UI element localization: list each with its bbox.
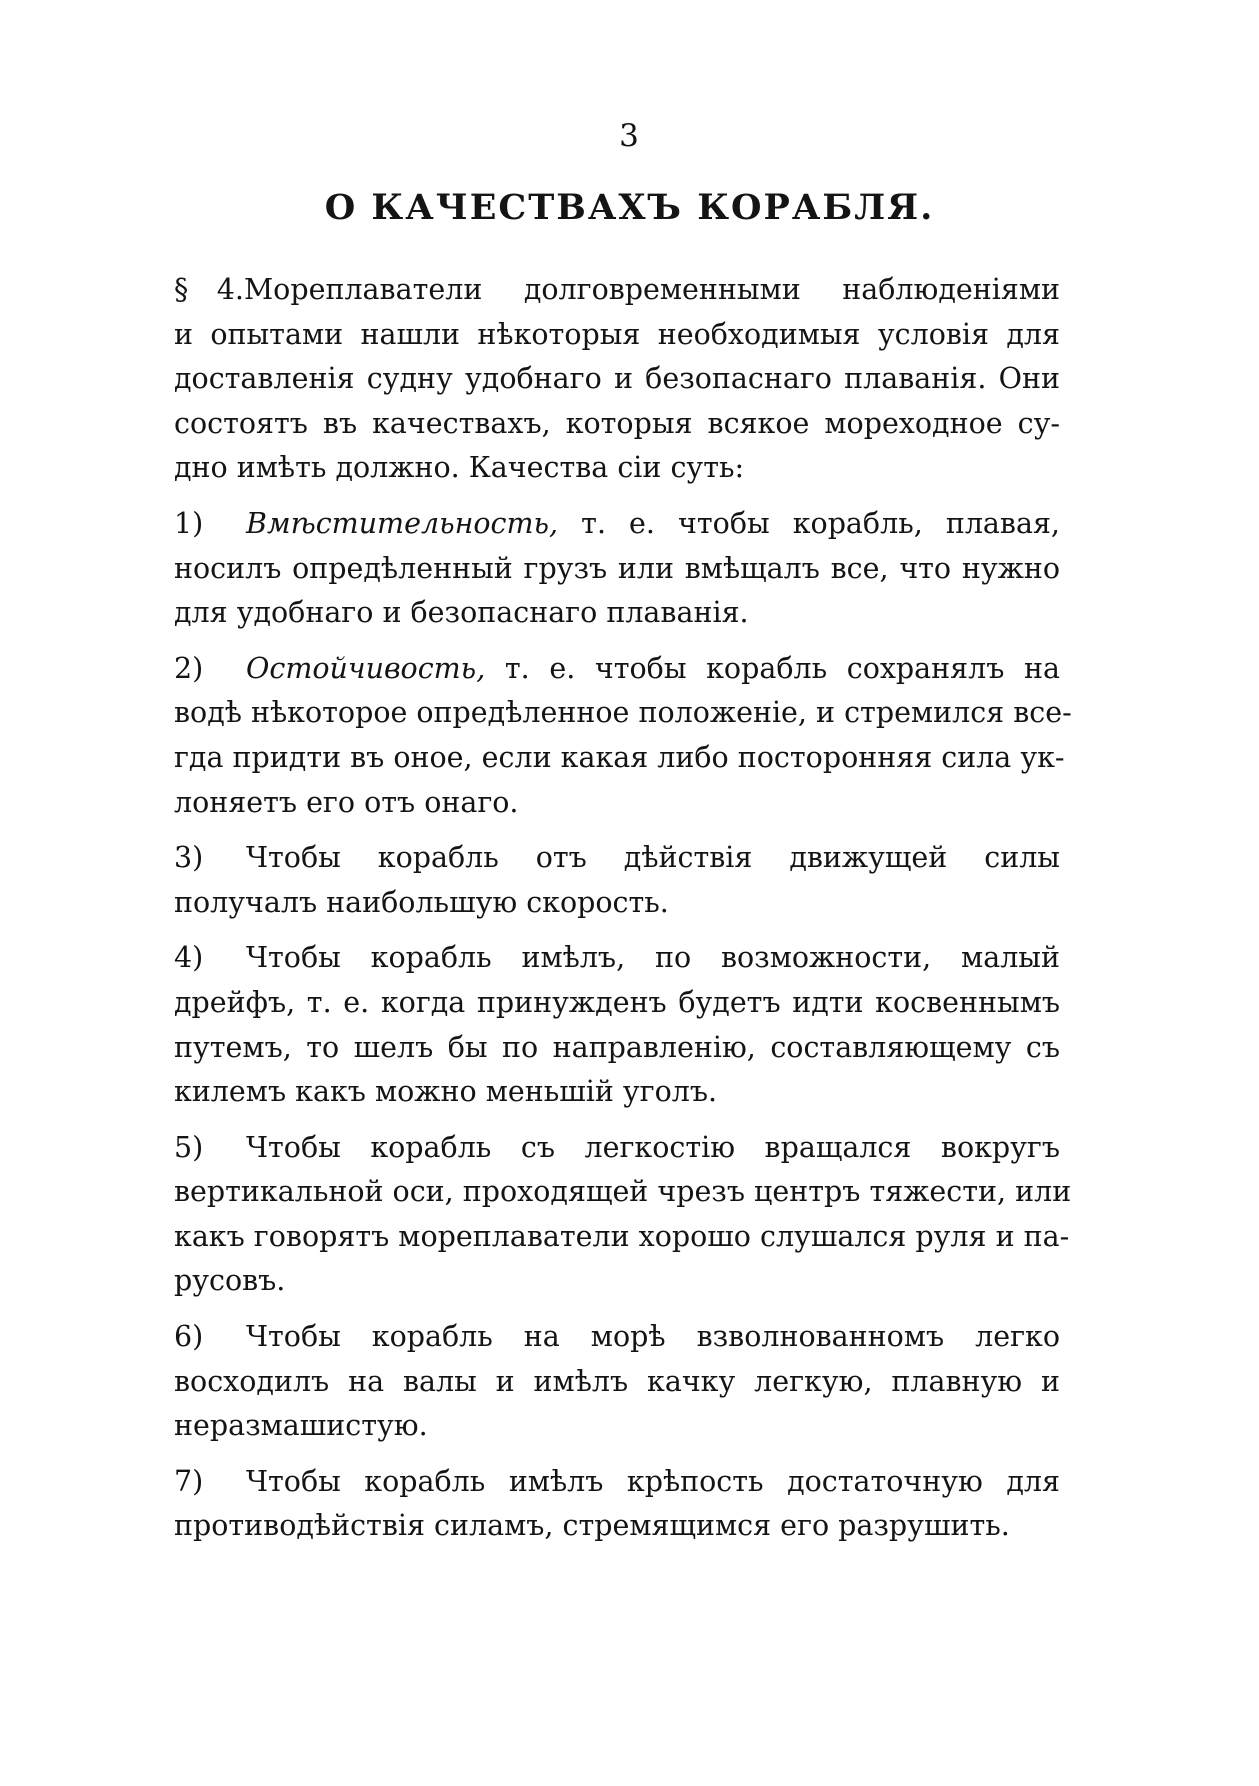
- item-number: 5): [174, 1130, 204, 1164]
- text-line: гда придти въ оное, если какая либо посторонняя сила ук-: [174, 740, 1065, 774]
- list-item: [174, 502, 1060, 636]
- item-term: Вмѣстительность,: [246, 506, 559, 540]
- text-line: получалъ наибольшую скорость.: [174, 885, 669, 919]
- body-text: [174, 268, 1072, 1560]
- text-line: § 4.Мореплаватели долговременными наблюденіями: [174, 268, 1060, 313]
- text-line: состоятъ въ качествахъ, которыя всякое мореходное су-: [174, 406, 1060, 440]
- section-heading: О КАЧЕСТВАХЪ КОРАБЛЯ.: [324, 187, 935, 228]
- list-item: [174, 647, 1072, 825]
- section-mark: § 4.: [174, 273, 244, 306]
- item-number: 4): [174, 941, 204, 975]
- text-line: доставленія судну удобнаго и безопаснаго плаванія. Они: [174, 362, 1060, 396]
- text-line: 6) Чтобы корабль на морѣ взволнованномъ легко: [174, 1315, 1060, 1360]
- text-line: водѣ нѣкоторое опредѣленное положеніе, и стремился все-: [174, 696, 1072, 730]
- list-item: [174, 836, 1060, 925]
- text-line: 1) Вмѣстительность, т. е. чтобы корабль, плавая,: [174, 502, 1060, 547]
- text-line: путемъ, то шелъ бы по направленію, составляющему съ: [174, 1030, 1060, 1064]
- list-item: [174, 1126, 1072, 1304]
- text-line: и опытами нашли нѣкоторыя необходимыя условія для: [174, 317, 1060, 351]
- text-line: противодѣйствія силамъ, стремящимся его разрушить.: [174, 1509, 1010, 1543]
- item-number: 7): [174, 1464, 204, 1498]
- item-number: 3): [174, 841, 204, 875]
- text-line: 3) Чтобы корабль отъ дѣйствія движущей силы: [174, 836, 1060, 881]
- text-line: русовъ.: [174, 1264, 286, 1298]
- item-number: 1): [174, 506, 204, 540]
- list-item: [174, 936, 1060, 1114]
- intro-paragraph: [174, 268, 1060, 491]
- item-number: 2): [174, 651, 204, 685]
- text-line: лоняетъ его отъ онаго.: [174, 785, 519, 819]
- text-line: вертикальной оси, проходящей чрезъ центръ тяжести, или: [174, 1175, 1072, 1209]
- text-line: 5) Чтобы корабль съ легкостію вращался вокругъ: [174, 1126, 1060, 1171]
- text-line: восходилъ на валы и имѣлъ качку легкую, плавную и: [174, 1364, 1060, 1398]
- text-line: 2) Остойчивость, т. е. чтобы корабль сохранялъ на: [174, 647, 1060, 692]
- list-item: [174, 1315, 1060, 1449]
- text-line: какъ говорятъ мореплаватели хорошо слушался руля и па-: [174, 1219, 1070, 1253]
- text-line: 4) Чтобы корабль имѣлъ, по возможности, малый: [174, 936, 1060, 981]
- text-line: 7) Чтобы корабль имѣлъ крѣпость достаточную для: [174, 1460, 1060, 1505]
- list-item: [174, 1460, 1060, 1549]
- page-number: 3: [619, 118, 640, 154]
- item-term: Остойчивость,: [246, 651, 486, 685]
- text-line: дно имѣть должно. Качества сіи суть:: [174, 451, 745, 485]
- text-line: носилъ опредѣленный грузъ или вмѣщалъ все, что нужно: [174, 551, 1060, 585]
- text-line: килемъ какъ можно меньшій уголъ.: [174, 1075, 718, 1109]
- item-number: 6): [174, 1320, 204, 1354]
- text-line: неразмашистую.: [174, 1409, 428, 1443]
- text-line: для удобнаго и безопаснаго плаванія.: [174, 596, 749, 630]
- text-line: дрейфъ, т. е. когда принужденъ будетъ идти косвеннымъ: [174, 985, 1060, 1019]
